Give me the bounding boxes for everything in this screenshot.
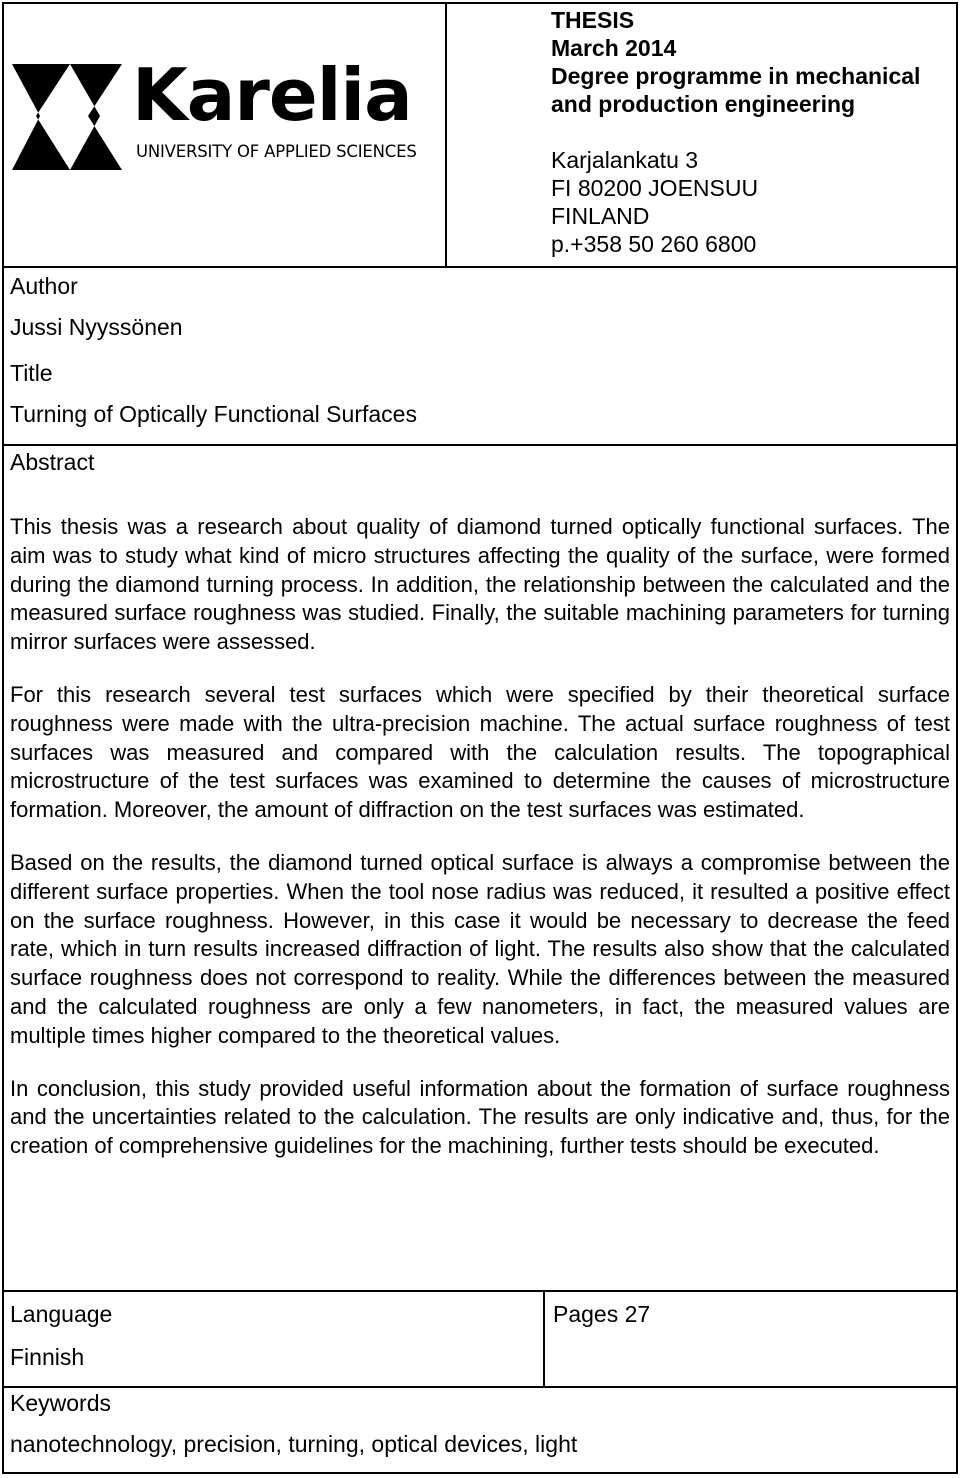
doc-type: THESIS [551,7,635,33]
title-label: Title [10,360,53,386]
logo-tagline: UNIVERSITY OF APPLIED SCIENCES [136,142,417,161]
address-city: FI 80200 JOENSUU [551,175,759,201]
phone: p.+358 50 260 6800 [551,231,757,257]
title-bottom-line [2,444,958,446]
programme-line2: and production engineering [551,91,856,117]
abstract-paragraph: For this research several test surfaces which were specified by their theoretical surface roughness were made with the ultra-precision machine. The actual surface roughness of test surfaces was measured and compared with the calculation results. The topographical microstructure of the test surfaces was examined to determine the causes of microstructure formation. Moreover, the amount of diffraction on the test surfaces was estimated. [10,681,950,823]
author-label: Author [10,273,78,299]
abstract-paragraph: Based on the results, the diamond turned optical surface is always a compromise between the different surface properties. When the tool nose radius was reduced, it resulted a positive effect on the surface roughness. However, in this case it would be necessary to decrease the feed rate, which in turn results increased diffraction of light. The results also show that the calculated surface roughness does not correspond to reality. While the differences between the measured and the calculated roughness are only a few nanometers, in fact, the measured values are multiple times higher compared to the theoretical values. [10,849,950,1048]
header-bottom-line [2,266,958,268]
pages-count: Pages 27 [553,1301,651,1327]
keywords-label: Keywords [10,1390,111,1416]
address-street: Karjalankatu 3 [551,147,699,173]
language-bottom-line [2,1386,958,1388]
logo-name: Karelia [132,53,412,137]
abstract-label: Abstract [10,449,95,475]
abstract-paragraph: This thesis was a research about quality of diamond turned optically functional surfaces. The aim was to study what kind of micro structures affecting the quality of the surface, were formed during the diamond turning process. In addition, the relationship between the calculated and the measured surface roughness was studied. Finally, the suitable machining parameters for turning mirror surfaces were assessed. [10,514,950,655]
footer-divider [543,1290,545,1386]
thesis-title: Turning of Optically Functional Surfaces [10,401,417,427]
language-value: Finnish [10,1344,85,1370]
keywords-value: nanotechnology, precision, turning, optical devices, light [10,1431,578,1457]
footer-top-line [2,1290,958,1292]
abstract-paragraph: In conclusion, this study provided useful information about the formation of surface roughness and the uncertainties related to the calculation. The results are only indicative and, thus, for the creation of comprehensive guidelines for the machining, further tests should be executed. [10,1075,950,1159]
address-country: FINLAND [551,203,650,229]
karelia-logo [10,53,440,183]
header-divider [445,2,447,268]
doc-date: March 2014 [551,35,677,61]
abstract-body [10,513,950,1185]
author-name: Jussi Nyyssönen [10,314,183,340]
language-label: Language [10,1301,113,1327]
programme-line1: Degree programme in mechanical [551,63,921,89]
